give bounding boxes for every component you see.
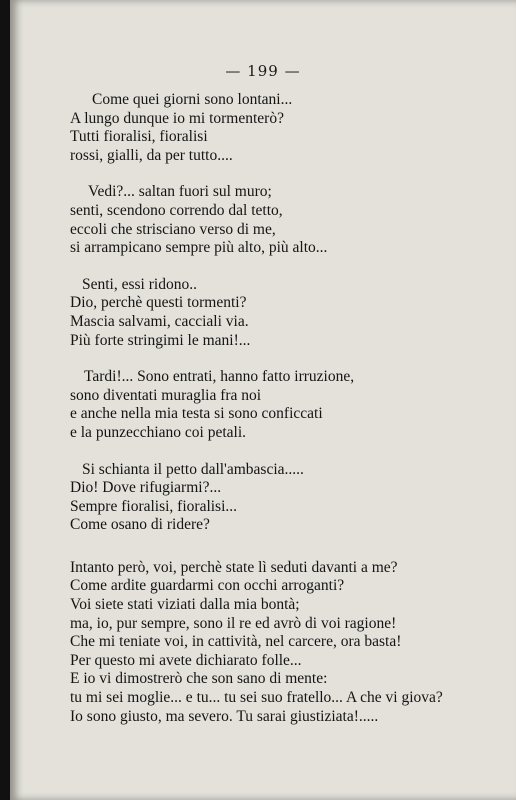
verse-line: ma, io, pur sempre, sono il re ed avrò di voi ragione!: [70, 614, 397, 632]
stanza: [70, 91, 460, 165]
verse-line: Mascia salvami, cacciali via.: [70, 312, 249, 330]
verse-line: rossi, gialli, da per tutto....: [70, 146, 233, 164]
verse-line: Come quei giorni sono lontani...: [92, 91, 293, 108]
verse-line: Senti, essi ridono..: [82, 275, 197, 293]
stanza: [70, 559, 460, 726]
verse-line: Intanto però, voi, perchè state lì seduti davanti a me?: [70, 558, 398, 576]
verse-line: Io sono giusto, ma severo. Tu sarai giustiziata!.....: [70, 707, 379, 725]
verse-line: sono diventati muraglia fra noi: [70, 386, 262, 404]
verse-line: Sempre fioralisi, fioralisi...: [70, 497, 238, 515]
verse-line: A lungo dunque io mi tormenterò?: [70, 109, 284, 127]
verse-line: e la punzecchiano coi petali.: [70, 423, 247, 441]
page-number: — 199 —: [225, 62, 301, 80]
verse-line: si arrampicano sempre più alto, più alto...: [70, 239, 328, 257]
verse-line: Tardi!... Sono entrati, hanno fatto irruzione,: [84, 368, 355, 386]
book-page: [10, 0, 516, 800]
verse-line: Che mi teniate voi, in cattività, nel carcere, ora basta!: [70, 633, 402, 651]
stanza: [70, 183, 460, 257]
verse-line: Voi siete stati viziati dalla mia bontà;: [70, 596, 300, 614]
verse-line: eccoli che strisciano verso di me,: [70, 220, 276, 238]
verse-line: Per questo mi avete dichiarato folle...: [70, 651, 302, 669]
verse-line: Si schianta il petto dall'ambascia.....: [82, 460, 304, 478]
verse-line: Dio! Dove rifugiarmi?...: [70, 479, 222, 497]
verse-line: Tutti fioralisi, fioralisi: [70, 128, 208, 146]
verse-line: Dio, perchè questi tormenti?: [70, 294, 247, 312]
stanza: [70, 461, 460, 535]
poem-text: [70, 91, 460, 745]
verse-line: E io vi dimostrerò che son sano di mente:: [70, 670, 328, 688]
verse-line: Come ardite guardarmi con occhi arroganti?: [70, 577, 345, 595]
verse-line: e anche nella mia testa si sono conficcati: [70, 405, 323, 423]
stanza: [70, 368, 460, 442]
stanza: [70, 276, 460, 350]
verse-line: senti, scendono correndo dal tetto,: [70, 201, 283, 219]
verse-line: Vedi?... saltan fuori sul muro;: [88, 183, 272, 201]
verse-line: Come osano di ridere?: [70, 516, 210, 534]
verse-line: tu mi sei moglie... e tu... tu sei suo fratello... A che vi giova?: [70, 689, 443, 707]
verse-line: Più forte stringimi le mani!...: [70, 331, 251, 349]
